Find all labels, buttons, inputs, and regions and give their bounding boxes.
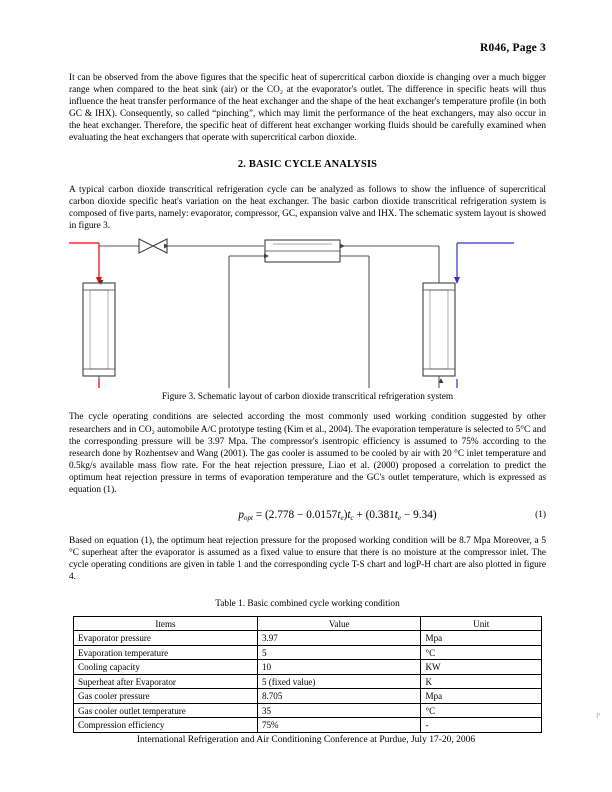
equation-coef-a: 2.778 — [268, 508, 295, 521]
equation-coef-d: 9.34 — [413, 508, 433, 521]
equation-var-te: t — [337, 508, 341, 521]
figure-3-schematic — [69, 238, 546, 388]
cell-item: Gas cooler pressure — [74, 689, 258, 704]
air-flow-cool — [457, 243, 529, 388]
column-header-value: Value — [257, 616, 421, 631]
cell-item: Gas cooler outlet temperature — [74, 703, 258, 718]
internal-heat-exchanger — [265, 240, 340, 262]
table-1-working-conditions — [73, 616, 542, 733]
gas-cooler — [423, 283, 455, 376]
equation-lhs-symbol: p — [238, 508, 245, 521]
equation-var-te2: t — [394, 508, 398, 521]
cell-item: Evaporation temperature — [74, 645, 258, 660]
cell-value: 3.97 — [257, 631, 421, 646]
cell-unit: °C — [421, 703, 542, 718]
table-row — [74, 703, 542, 718]
table-header — [74, 616, 542, 631]
cell-unit: KW — [421, 660, 542, 675]
equation-coef-c: 0.381 — [369, 508, 395, 521]
figure-3-caption: Figure 3. Schematic layout of carbon dioxide transcritical refrigeration system — [161, 392, 454, 403]
equation-sub-e1: e — [340, 513, 344, 522]
cell-unit: K — [421, 674, 542, 689]
section-heading: 2. BASIC CYCLE ANALYSIS — [237, 159, 378, 171]
table-row — [74, 645, 542, 660]
equation-var-tc: t — [347, 508, 351, 521]
equation-lhs-subscript: opt — [244, 513, 253, 522]
paragraph-after-equation: Based on equation (1), the optimum heat rejection pressure for the proposed working condition will be 8.7 Mpa Moreover, a 5 °C superheat after the evaporator is assumed as a fixed value to ensure that there is no moisture at the compressor inlet. The cycle operating conditions are given in table 1 and the corresponding cycle T-S chart and logP-H chart are also plotted in figure 4. — [69, 535, 546, 582]
paragraph-operating-conditions: The cycle operating conditions are selected according the most commonly used working condition suggested by other researchers and in CO₂ automobile A/C prototype testing (Kim et al., 2004). The evaporation temperature is selected to 5°C and the corresponding pressure will be 3.97 Mpa. The compressor's isentropic efficiency is assumed to 75% according to the research done by Rozhentsev and Wang (2001). The gas cooler is assumed to be cooled by air with 20 °C inlet temperature and 0.5kg/s available mass flow rate. For the heat rejection pressure, Liao et al. (2000) proposed a correlation to predict the optimum heat rejection pressure in terms of evaporation temperature and the GC's outlet temperature, which is expressed as equation (1). — [69, 412, 546, 495]
equation-1-number: (1) — [535, 510, 546, 521]
paragraph-intro: It can be observed from the above figures that the specific heat of supercritical carbon dioxide is changing over a much bigger range when compared to the heat sink (air) or the CO₂ at the evaporator's outlet. The difference in specific heats will thus influence the heat transfer performance of the heat exchanger and the shape of the heat exchanger's temperature profile (in both GC & IHX). Consequently, so called “pinching”, which may limit the performance of the heat exchangers, may also occur in the heat exchanger. Therefore, the specific heat of different heat exchanger working fluids should be carefully examined when evaluating the heat exchangers that operate with supercritical carbon dioxide. — [69, 73, 546, 144]
paragraph-cycle-intro: A typical carbon dioxide transcritical refrigeration cycle can be analyzed as follows to show the influence of supercritical carbon dioxide specific heat's variation on the heat exchanger. The basic carbon dioxide transcritical refrigeration system is composed of five parts, namely: evaporator, compressor, GC, expansion valve and IHX. The schematic system layout is showed in figure 3. — [69, 185, 546, 232]
equation-1-row — [69, 509, 546, 522]
equation-coef-b: 0.0157 — [306, 508, 338, 521]
cell-item: Compression efficiency — [74, 718, 258, 733]
cell-unit: Mpa — [421, 689, 542, 704]
equation-1-expression — [169, 509, 506, 522]
table-body — [74, 631, 542, 733]
table-row — [74, 674, 542, 689]
equation-sub-e2: e — [397, 513, 402, 522]
cell-value: 35 — [257, 703, 421, 718]
table-row — [74, 631, 542, 646]
page-content — [69, 72, 546, 733]
cell-unit: °C — [421, 645, 542, 660]
cell-value: 5 (fixed value) — [257, 674, 421, 689]
table-1-caption: Table 1. Basic combined cycle working condition — [215, 598, 400, 609]
cell-unit: Mpa — [421, 631, 542, 646]
running-head: R046, Page 3 — [480, 42, 546, 54]
cell-item: Cooling capacity — [74, 660, 258, 675]
corner-mark: P — [596, 712, 600, 720]
cell-value: 5 — [257, 645, 421, 660]
cell-unit: - — [421, 718, 542, 733]
column-header-unit: Unit — [421, 616, 542, 631]
refrigerant-piping — [99, 246, 439, 388]
equation-rhs: = $(2.778 - 0.0157t_e)t_c + (0.381t_e - 9.34)$ — [255, 508, 437, 522]
cell-value: 10 — [257, 660, 421, 675]
evaporator — [83, 283, 115, 376]
expansion-valve — [139, 239, 167, 253]
cell-value: 8.705 — [257, 689, 421, 704]
equation-sub-c: c — [350, 513, 354, 522]
schematic-svg — [69, 238, 546, 388]
table-row — [74, 689, 542, 704]
page-footer: International Refrigeration and Air Conditioning Conference at Purdue, July 17-20, 2006 — [136, 735, 476, 745]
cell-item: Evaporator pressure — [74, 631, 258, 646]
cell-value: 75% — [257, 718, 421, 733]
flow-direction-markers — [99, 244, 444, 388]
table-row — [74, 660, 542, 675]
cell-item: Superheat after Evaporator — [74, 674, 258, 689]
table-row — [74, 718, 542, 733]
column-header-items: Items — [74, 616, 258, 631]
table-header-row — [74, 616, 542, 631]
